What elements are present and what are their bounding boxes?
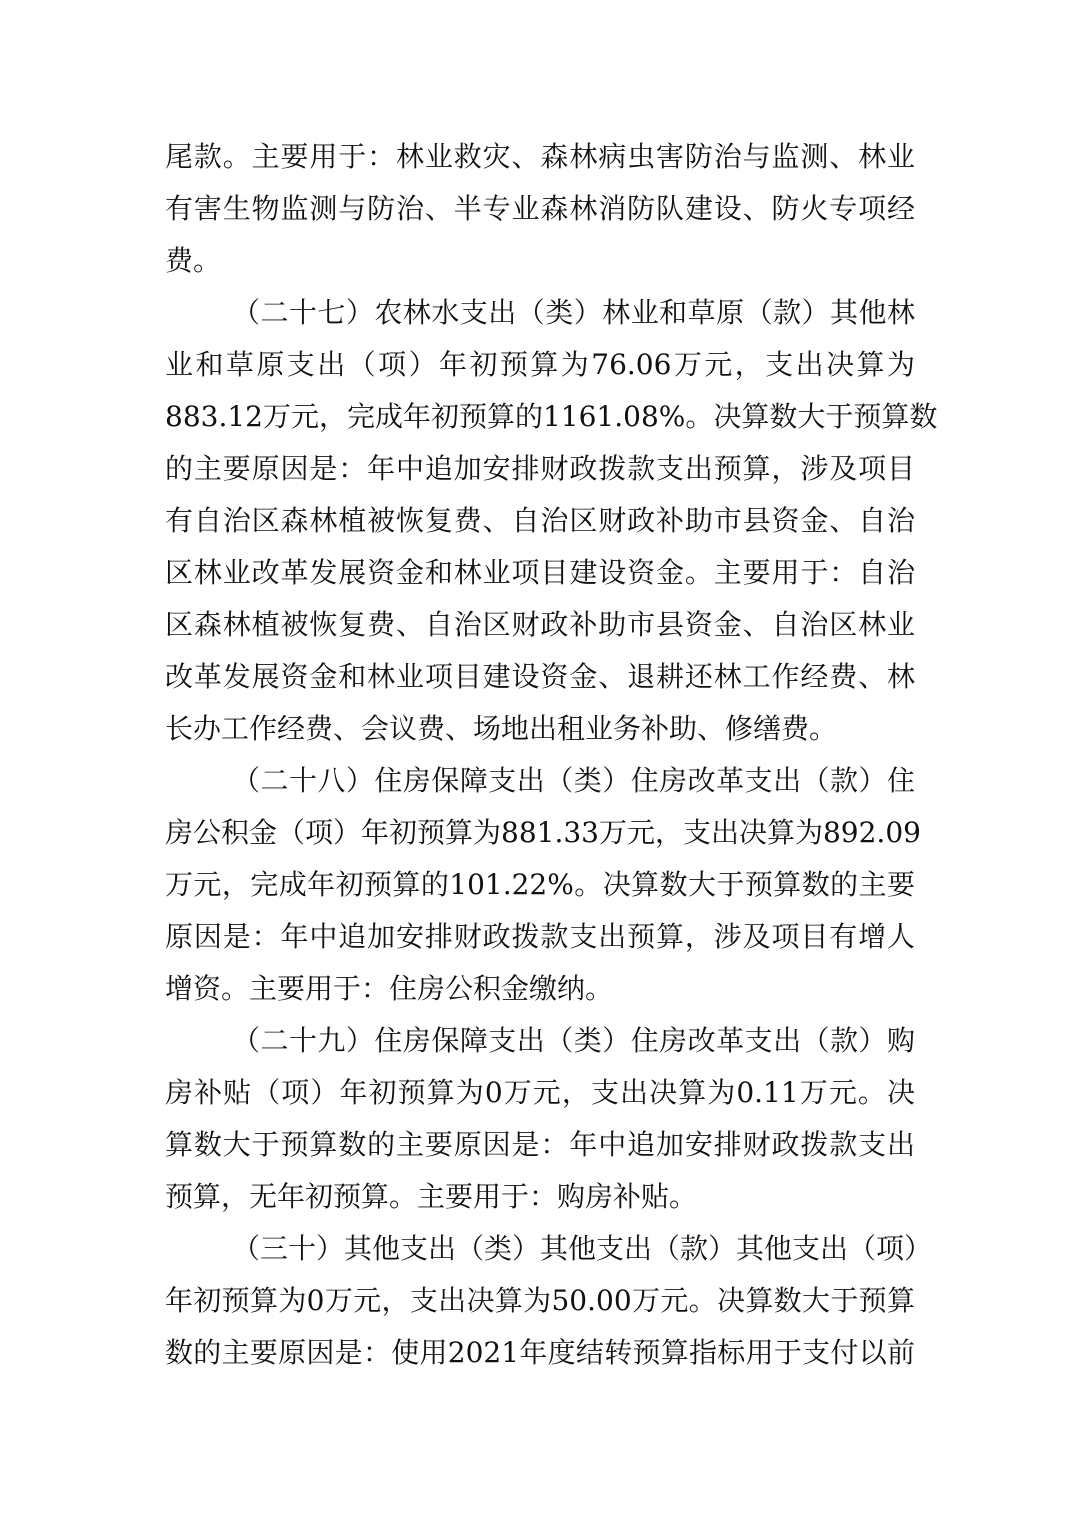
- text-line: 费。: [165, 244, 222, 277]
- paragraph-27-start: （二十七）农林水支出（类）林业和草原（款）其他林: [232, 296, 915, 329]
- text-line: 有自治区森林植被恢复费、自治区财政补助市县资金、自治: [165, 504, 915, 537]
- text-line: 增资。主要用于：住房公积金缴纳。: [165, 972, 614, 1005]
- body-text: [165, 131, 938, 1379]
- text-line: 年初预算为0万元，支出决算为50.00万元。决算数大于预算: [165, 1284, 915, 1317]
- text-line: 原因是：年中追加安排财政拨款支出预算，涉及项目有增人: [165, 920, 915, 953]
- text-line: 的主要原因是：年中追加安排财政拨款支出预算，涉及项目: [165, 452, 915, 485]
- text-line: 房公积金（项）年初预算为881.33万元，支出决算为892.09: [165, 816, 921, 849]
- paragraph-28-start: （二十八）住房保障支出（类）住房改革支出（款）住: [232, 764, 915, 797]
- paragraph-30-start: （三十）其他支出（类）其他支出（款）其他支出（项）: [232, 1232, 933, 1265]
- text-line: 有害生物监测与防治、半专业森林消防队建设、防火专项经: [165, 192, 915, 225]
- text-line: 883.12万元，完成年初预算的1161.08%。决算数大于预算数: [165, 400, 938, 433]
- text-line: 万元，完成年初预算的101.22%。决算数大于预算数的主要: [165, 868, 915, 901]
- text-line: 房补贴（项）年初预算为0万元，支出决算为0.11万元。决: [165, 1076, 915, 1109]
- text-line: 预算，无年初预算。主要用于：购房补贴。: [165, 1180, 698, 1213]
- paragraph-29-start: （二十九）住房保障支出（类）住房改革支出（款）购: [232, 1024, 915, 1057]
- text-line: 改革发展资金和林业项目建设资金、退耕还林工作经费、林: [165, 660, 915, 693]
- text-line: 业和草原支出（项）年初预算为76.06万元，支出决算为: [165, 348, 915, 381]
- text-line: 算数大于预算数的主要原因是：年中追加安排财政拨款支出: [165, 1128, 915, 1161]
- text-line: 数的主要原因是：使用2021年度结转预算指标用于支付以前: [165, 1336, 915, 1369]
- text-line: 长办工作经费、会议费、场地出租业务补助、修缮费。: [165, 712, 838, 745]
- text-line: 尾款。主要用于：林业救灾、森林病虫害防治与监测、林业: [165, 140, 915, 173]
- text-line: 区森林植被恢复费、自治区财政补助市县资金、自治区林业: [165, 608, 915, 641]
- text-line: 区林业改革发展资金和林业项目建设资金。主要用于：自治: [165, 556, 915, 589]
